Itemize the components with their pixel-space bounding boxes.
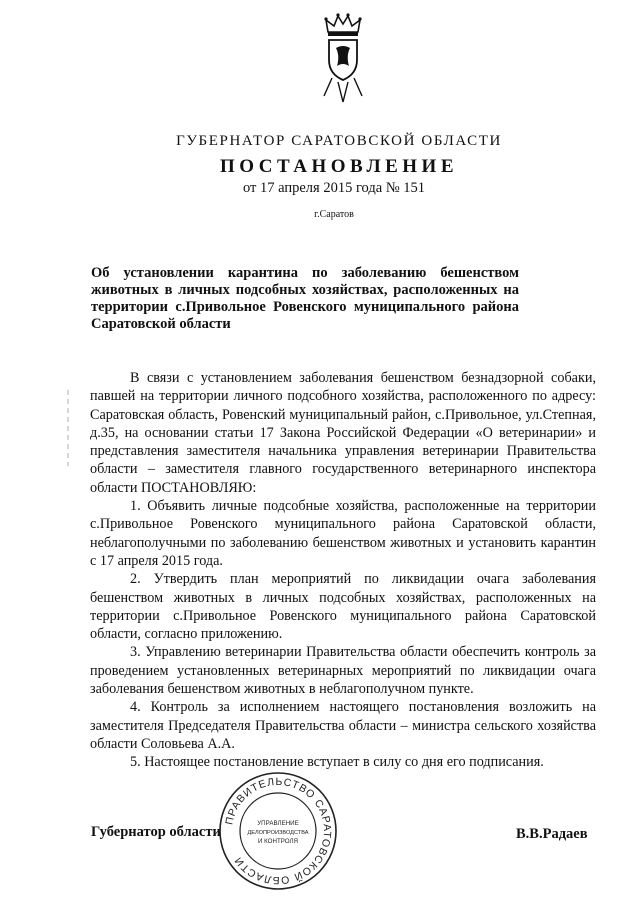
margin-mark	[66, 388, 70, 468]
body-item-4: 4. Контроль за исполнением настоящего постановления возложить на заместителя Председателя Правительства области – министра сельского хозяйства области Соловьева А.А.	[90, 699, 596, 752]
body-item-5: 5. Настоящее постановление вступает в силу со дня его подписания.	[130, 754, 544, 771]
document-date-number: от 17 апреля 2015 года № 151	[242, 180, 426, 196]
signature-name: В.В.Радаев	[516, 826, 588, 842]
document-subject: Об установлении карантина по заболеванию бешенством животных в личных подсобных хозяйствах, расположенных на территории с.Привольное Ровенского муниципального района Саратовской области	[91, 265, 519, 332]
signature-title: Губернатор области	[91, 824, 221, 840]
coat-of-arms-emblem	[318, 12, 368, 104]
document-city: г.Саратов	[314, 209, 354, 220]
document-body	[90, 369, 596, 772]
official-stamp	[217, 770, 339, 892]
stamp-center-line-3: И КОНТРОЛЯ	[257, 838, 299, 845]
issuing-authority: ГУБЕРНАТОР САРАТОВСКОЙ ОБЛАСТИ	[176, 133, 502, 149]
stamp-center-line-1: УПРАВЛЕНИЕ	[257, 820, 299, 827]
body-item-1: 1. Объявить личные подсобные хозяйства, расположенные на территории с.Привольное Ровенского муниципального района Саратовской области, неблагополучными по заболеванию бешенством животных и установить карантин с 17 апреля 2015 года.	[90, 498, 596, 569]
stamp-ring-text: ПРАВИТЕЛЬСТВО САРАТОВСКОЙ ОБЛАСТИ	[223, 775, 334, 887]
document-type-title: ПОСТАНОВЛЕНИЕ	[219, 156, 459, 177]
body-item-2: 2. Утвердить план мероприятий по ликвидации очага заболевания бешенством животных в личных подсобных хозяйствах, расположенных на территории с.Привольное Ровенского муниципального района Саратовской области, согласно приложению.	[90, 571, 596, 643]
stamp-center-line-2: ДЕЛОПРОИЗВОДСТВА	[247, 830, 309, 836]
body-item-3: 3. Управлению ветеринарии Правительства области обеспечить контроль за проведением установленных ветеринарных мероприятий по ликвидации очага заболевания бешенством животных в неблагополучном пункте.	[90, 644, 596, 698]
body-preamble: В связи с установлением заболевания бешенством безнадзорной собаки, павшей на территории личного подсобного хозяйства, расположенного по адресу: Саратовская область, Ровенский муниципальный район, с.Привольное, ул.Степная, д.35, на основании статьи 17 Закона Российской Федерации «О ветеринарии» и представления заместителя начальника управления ветеринарии Правительства области – заместителя главного государственного ветеринарного инспектора области ПОСТАНОВЛЯЮ:	[90, 370, 596, 496]
